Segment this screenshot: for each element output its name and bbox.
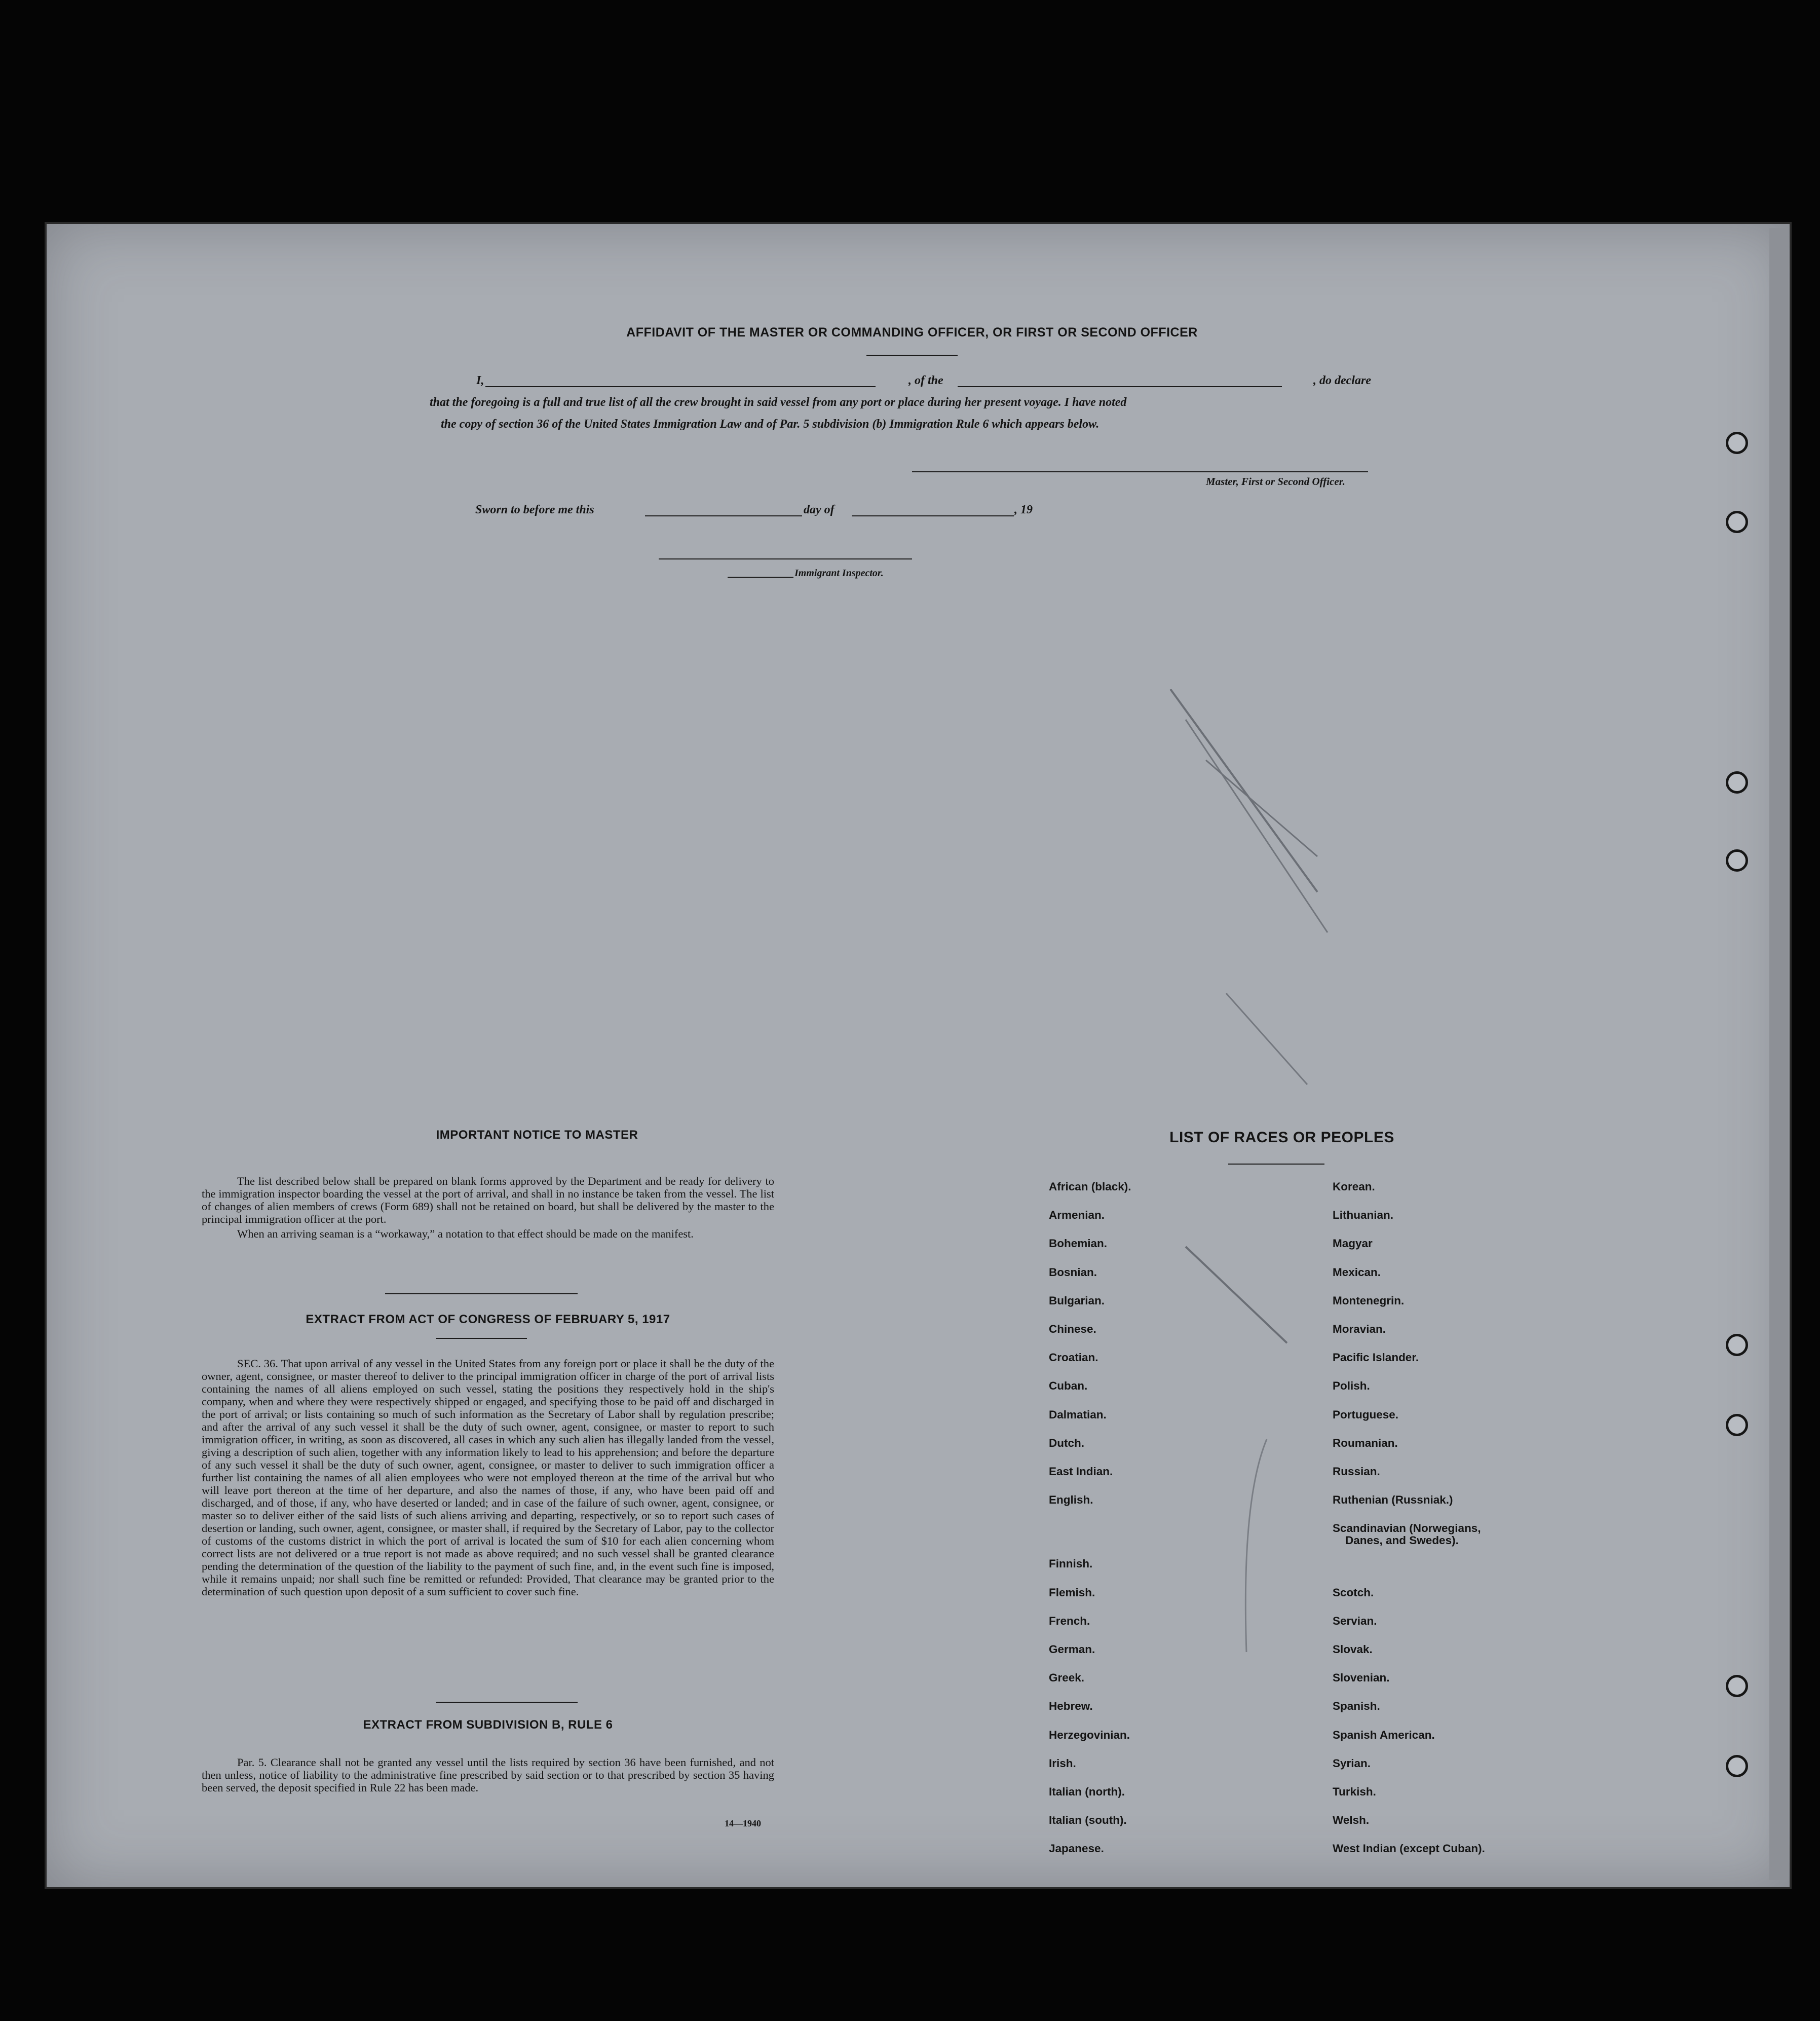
notice-paragraph-2: When an arriving seaman is a “workaway,” a notation to that effect should be made on the manifest. — [237, 1227, 694, 1240]
race-list-item: Welsh. — [1333, 1814, 1370, 1826]
inspector-signature-line[interactable] — [659, 558, 912, 559]
race-list-item: Mexican. — [1333, 1266, 1381, 1279]
inspector-short-line — [728, 577, 793, 578]
race-list-item: Portuguese. — [1333, 1408, 1399, 1421]
race-list-item: Syrian. — [1333, 1757, 1371, 1770]
affidavit-of-the-label: , of the — [908, 374, 943, 387]
affidavit-declare-label: , do declare — [1313, 374, 1371, 387]
race-list-item: Scotch. — [1333, 1586, 1374, 1599]
affidavit-i-label: I, — [476, 374, 484, 387]
binder-hole-icon — [1726, 849, 1748, 872]
vessel-blank[interactable] — [958, 386, 1282, 387]
race-list-item: Servian. — [1333, 1615, 1377, 1627]
races-left-column — [1049, 1180, 1312, 1855]
race-list-item: Russian. — [1333, 1465, 1380, 1478]
race-list-item: Moravian. — [1333, 1323, 1386, 1335]
race-list-item: Chinese. — [1049, 1323, 1096, 1335]
notice-divider — [385, 1293, 578, 1294]
name-blank[interactable] — [485, 386, 876, 387]
title-underline — [866, 355, 958, 356]
act-extract-body — [202, 1357, 774, 1598]
race-list-item: Korean. — [1333, 1180, 1375, 1193]
race-list-item: Pacific Islander. — [1333, 1351, 1419, 1364]
race-list-item: Montenegrin. — [1333, 1294, 1405, 1307]
act-section-36: SEC. 36. That upon arrival of any vessel in the United States from any foreign port or place it shall be the duty of the owner, agent, consignee, or master thereof to deliver to the principal immigration officer in charge of the port of arrival lists containing the names of all aliens employed on such vessel, stating the positions they respectively hold in the ship's company, when and where they were respectively shipped or engaged, and specifying those to be paid off and discharged in the port of arrival; or lists containing so much of such information as the Secretary of Labor shall by regulation prescribe; and after the arrival of any such vessel it shall be the duty of such owner, agent, consignee, or master to report to such immigration officer, in writing, as soon as discovered, all cases in which any such alien has illegally landed from the vessel, giving a description of such alien, together with any information likely to lead to his apprehension; and before the departure of any such vessel it shall be the duty of such owner, agent, consignee, or master to deliver to such immigration officer a further list containing the names of all alien employees who were not employed thereon at the time of the arrival but who will leave port thereon at the time of her departure, and also the names of those, if any, who have been paid off and discharged, and of those, if any, who have deserted or landed; and in case of the failure of such owner, agent, consignee, or master so to deliver either of the said lists of such aliens arriving and departing, respectively, or so to report such cases of desertion or landing, such owner, agent, consignee, or master shall, if required by the Secretary of Labor, pay to the collector of customs of the customs district in which the port of arrival is located the sum of $10 for each alien concerning whom correct lists are not delivered or a true report is not made as above required; and no such vessel shall be granted clearance pending the determination of the question of the liability to the payment of such fine, and, in the event such fine is imposed, while it remains unpaid; nor shall such fine be remitted or refunded: Provided, That clearance may be granted prior to the determination of such question upon deposit of a sum sufficient to cover such fine. — [202, 1357, 774, 1598]
binder-hole-icon — [1726, 1414, 1748, 1436]
sworn-line — [475, 499, 1083, 521]
race-list-item: Turkish. — [1333, 1785, 1376, 1798]
race-list-item: English. — [1049, 1493, 1093, 1506]
master-signature-line[interactable] — [912, 471, 1368, 472]
binder-hole-icon — [1726, 432, 1748, 454]
race-list-item: Armenian. — [1049, 1209, 1105, 1221]
year-label: , 19 — [1014, 503, 1033, 516]
race-list-item: Bulgarian. — [1049, 1294, 1105, 1307]
race-list-item: Greek. — [1049, 1671, 1085, 1684]
act-divider — [436, 1338, 527, 1339]
race-list-item: Roumanian. — [1333, 1437, 1398, 1449]
race-list-item: Magyar — [1333, 1237, 1373, 1250]
race-list-item: French. — [1049, 1615, 1090, 1627]
race-list-item: Polish. — [1333, 1379, 1370, 1392]
race-list-item: Flemish. — [1049, 1586, 1095, 1599]
day-of-label: day of — [804, 503, 835, 516]
notice-body — [202, 1175, 774, 1240]
race-list-item: Bosnian. — [1049, 1266, 1097, 1279]
race-list-item: Croatian. — [1049, 1351, 1098, 1364]
race-list-item: Finnish. — [1049, 1557, 1093, 1570]
affidavit-title: AFFIDAVIT OF THE MASTER OR COMMANDING OFFICER, OR FIRST OR SECOND OFFICER — [626, 325, 1198, 340]
race-list-item: Dutch. — [1049, 1437, 1084, 1449]
races-underline — [1228, 1164, 1324, 1165]
sworn-label: Sworn to before me this — [475, 503, 594, 516]
sworn-month-blank[interactable] — [852, 515, 1014, 516]
page-edge — [1769, 228, 1789, 1880]
affidavit-line-2: that the foregoing is a full and true list of all the crew brought in said vessel from any port or place during her present voyage. I have noted — [430, 396, 1127, 409]
race-list-item: Irish. — [1049, 1757, 1076, 1770]
master-signature-label: Master, First or Second Officer. — [1206, 475, 1345, 488]
rule-divider — [436, 1702, 578, 1703]
rule-extract-body — [202, 1756, 774, 1794]
binder-hole-icon — [1726, 1755, 1748, 1777]
race-list-item: Spanish. — [1333, 1700, 1380, 1712]
rule-par-5: Par. 5. Clearance shall not be granted any vessel until the lists required by section 36 have been furnished, and not then unless, notice of liability to the administrative fine prescribed by said section or to that prescribed by section 35 having been served, the deposit specified in Rule 22 has been made. — [202, 1756, 774, 1794]
race-list-item: Japanese. — [1049, 1842, 1104, 1855]
race-list-item: African (black). — [1049, 1180, 1131, 1193]
race-list-item: Ruthenian (Russniak.) — [1333, 1493, 1453, 1506]
inspector-label: Immigrant Inspector. — [794, 568, 884, 579]
race-list-item: Dalmatian. — [1049, 1408, 1107, 1421]
binder-hole-icon — [1726, 1334, 1748, 1356]
binder-hole-icon — [1726, 1675, 1748, 1697]
races-right-column — [1333, 1180, 1687, 1855]
race-list-item: German. — [1049, 1643, 1095, 1656]
race-list-item: Slovak. — [1333, 1643, 1373, 1656]
race-list-item: West Indian (except Cuban). — [1333, 1842, 1485, 1855]
race-list-item: Hebrew. — [1049, 1700, 1093, 1712]
binder-hole-icon — [1726, 511, 1748, 533]
affidavit-line-1 — [476, 370, 1398, 392]
race-list-item: Spanish American. — [1333, 1729, 1435, 1741]
race-list-item: Herzegovinian. — [1049, 1729, 1130, 1741]
binder-hole-icon — [1726, 771, 1748, 794]
notice-title: IMPORTANT NOTICE TO MASTER — [436, 1128, 638, 1142]
race-list-item: Lithuanian. — [1333, 1209, 1393, 1221]
race-list-item: Cuban. — [1049, 1379, 1088, 1392]
affidavit-line-3: the copy of section 36 of the United States Immigration Law and of Par. 5 subdivision (b) Immigration Rule 6 which appears below. — [441, 418, 1099, 431]
form-number: 14—1940 — [725, 1818, 761, 1828]
act-extract-title: EXTRACT FROM ACT OF CONGRESS OF FEBRUARY 5, 1917 — [306, 1313, 670, 1326]
race-list-item: Slovenian. — [1333, 1671, 1390, 1684]
race-list-item: Bohemian. — [1049, 1237, 1108, 1250]
race-list-item: Scandinavian (Norwegians, Danes, and Swedes). — [1333, 1522, 1481, 1547]
race-list-item: East Indian. — [1049, 1465, 1113, 1478]
race-list-item: Italian (south). — [1049, 1814, 1127, 1826]
races-title: LIST OF RACES OR PEOPLES — [1169, 1129, 1394, 1146]
sworn-day-blank[interactable] — [645, 515, 802, 516]
rule-extract-title: EXTRACT FROM SUBDIVISION B, RULE 6 — [363, 1718, 613, 1732]
race-list-item: Italian (north). — [1049, 1785, 1125, 1798]
notice-paragraph-1: The list described below shall be prepared on blank forms approved by the Department and be ready for delivery to the immigration inspector boarding the vessel at the port of arrival, and shall in no instance be taken from the vessel. The list of changes of alien members of crews (Form 689) shall not be retained on board, but shall be delivered by the master to the principal immigration officer at the port. — [202, 1175, 774, 1225]
